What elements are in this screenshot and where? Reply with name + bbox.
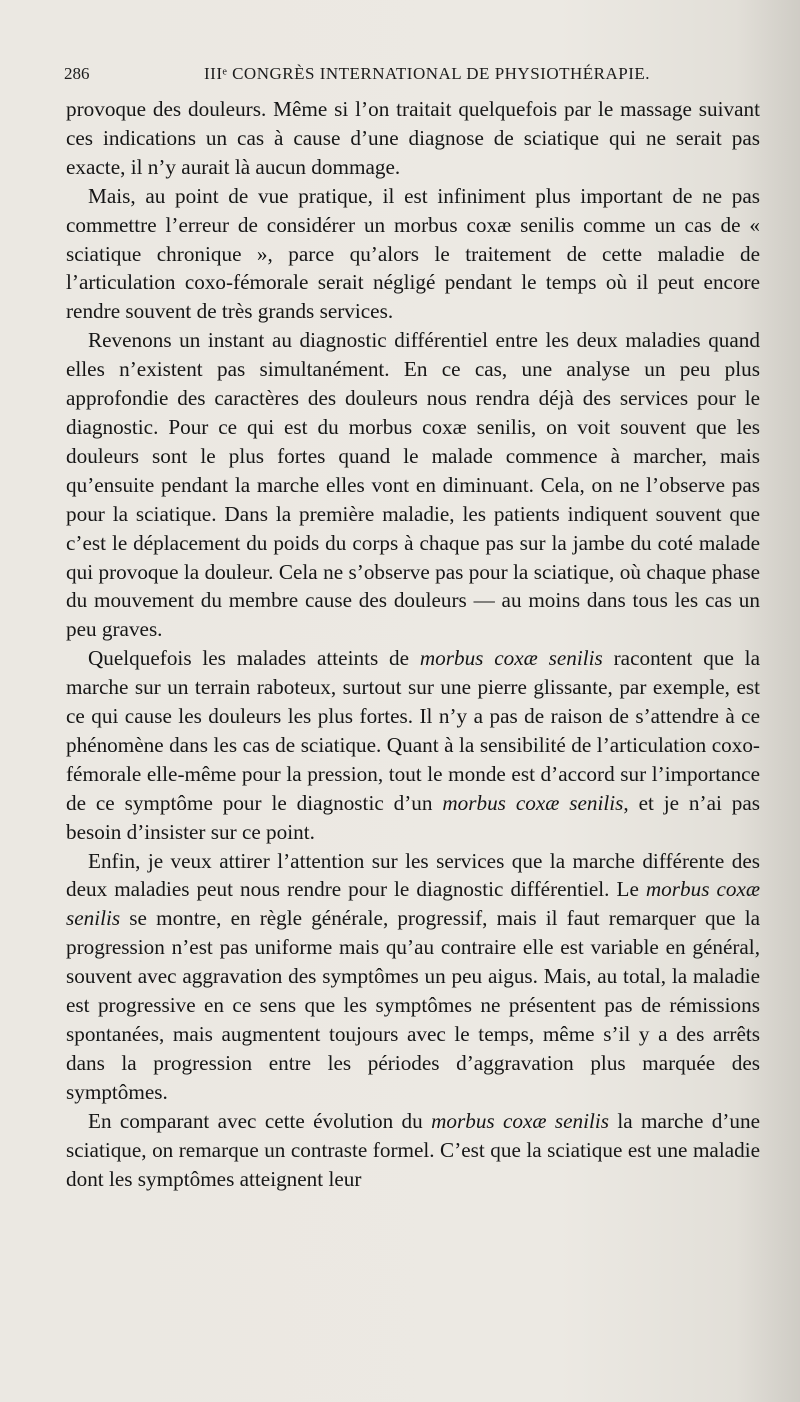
paragraph-6-text-c: la marche d’une sciatique, on remarque un contraste formel. C’est que la sciatique est une maladie dont les symptômes atteignent leur — [66, 1108, 760, 1191]
paragraph-2: Mais, au point de vue pratique, il est infiniment plus important de ne pas commettre l’erreur de considérer un morbus coxæ senilis comme un cas de « sciatique chronique », parce qu’alors le traitement de cette maladie de l’articulation coxo-fémorale serait négligé pendant le temps où il peut encore rendre souvent de très grands services. — [66, 183, 760, 324]
paragraph-4-text-c: racontent que la marche sur un terrain raboteux, surtout sur une pierre glissante, par exemple, est ce qui cause les douleurs les plus fortes. Il n’y a pas de raison de s’attendre à ce phénomène dans les cas de sciatique. Quant à la sensibilité de l’articulation coxo-fémorale elle-même pour la pression, tout le monde est d’accord sur l’importance de ce symptôme pour le diagnostic d’un — [66, 646, 760, 815]
paragraph-3: Revenons un instant au diagnostic différentiel entre les deux maladies quand elles n’existent pas simultanément. En ce cas, une analyse un peu plus approfondie des caractères des douleurs nous rendra déjà des services pour le diagnostic. Pour ce qui est du morbus coxæ senilis, on voit souvent que les douleurs sont le plus fortes quand le malade commence à marcher, mais qu’ensuite pendant la marche elles vont en diminuant. Cela, on ne l’observe pas pour la sciatique. Dans la première maladie, les patients indiquent souvent que c’est le déplacement du poids du corps à chaque pas sur la jambe du coté malade qui provoque la douleur. Cela ne s’observe pas pour la sciatique, où chaque phase du mouvement du membre cause des douleurs — au moins dans tous les cas un peu graves. — [66, 328, 760, 642]
paragraph-4-text-a: Quelquefois les malades atteints de — [88, 646, 420, 671]
paragraph-5-term: morbus coxæ senilis — [66, 877, 760, 931]
paragraph-4 — [66, 644, 760, 846]
paragraph-6 — [66, 1107, 760, 1194]
paragraph-6-text-a: En comparant avec cette évolution du — [88, 1108, 432, 1133]
body-text — [66, 95, 760, 1193]
page-number: 286 — [64, 64, 90, 83]
paragraph-5 — [66, 847, 760, 1107]
paragraph-6-term: morbus coxæ senilis — [431, 1108, 610, 1133]
paragraph-4-term-2: morbus coxæ senilis — [442, 790, 624, 815]
page-header — [64, 64, 764, 90]
running-title: IIIᵉ CONGRÈS INTERNATIONAL DE PHYSIOTHÉRAPIE. — [204, 64, 651, 83]
paragraph-4-text-e: , et je n’ai pas besoin d’insister sur ce point. — [66, 790, 760, 844]
paragraph-5-text-a: Enfin, je veux attirer l’attention sur les services que la marche différente des deux maladies peut nous rendre pour le diagnostic différentiel. Le — [66, 848, 760, 902]
paragraph-5-text-c: se montre, en règle générale, progressif, mais il faut remarquer que la progression n’est pas uniforme mais qu’au contraire elle est variable en général, souvent avec aggravation des symptômes un peu aigus. Mais, au total, la maladie est progressive en ce sens que les symptômes ne présentent pas de rémissions spontanées, mais augmentent toujours avec le temps, même s’il y a des arrêts dans la progression entre les périodes d’aggravation plus marquée des symptômes. — [66, 906, 760, 1104]
paragraph-4-term-1: morbus coxæ senilis — [419, 646, 603, 671]
paragraph-1: provoque des douleurs. Même si l’on traitait quelquefois par le massage suivant ces indications un cas à cause d’une diagnose de sciatique qui ne serait pas exacte, il n’y aurait là aucun dommage. — [66, 97, 760, 179]
